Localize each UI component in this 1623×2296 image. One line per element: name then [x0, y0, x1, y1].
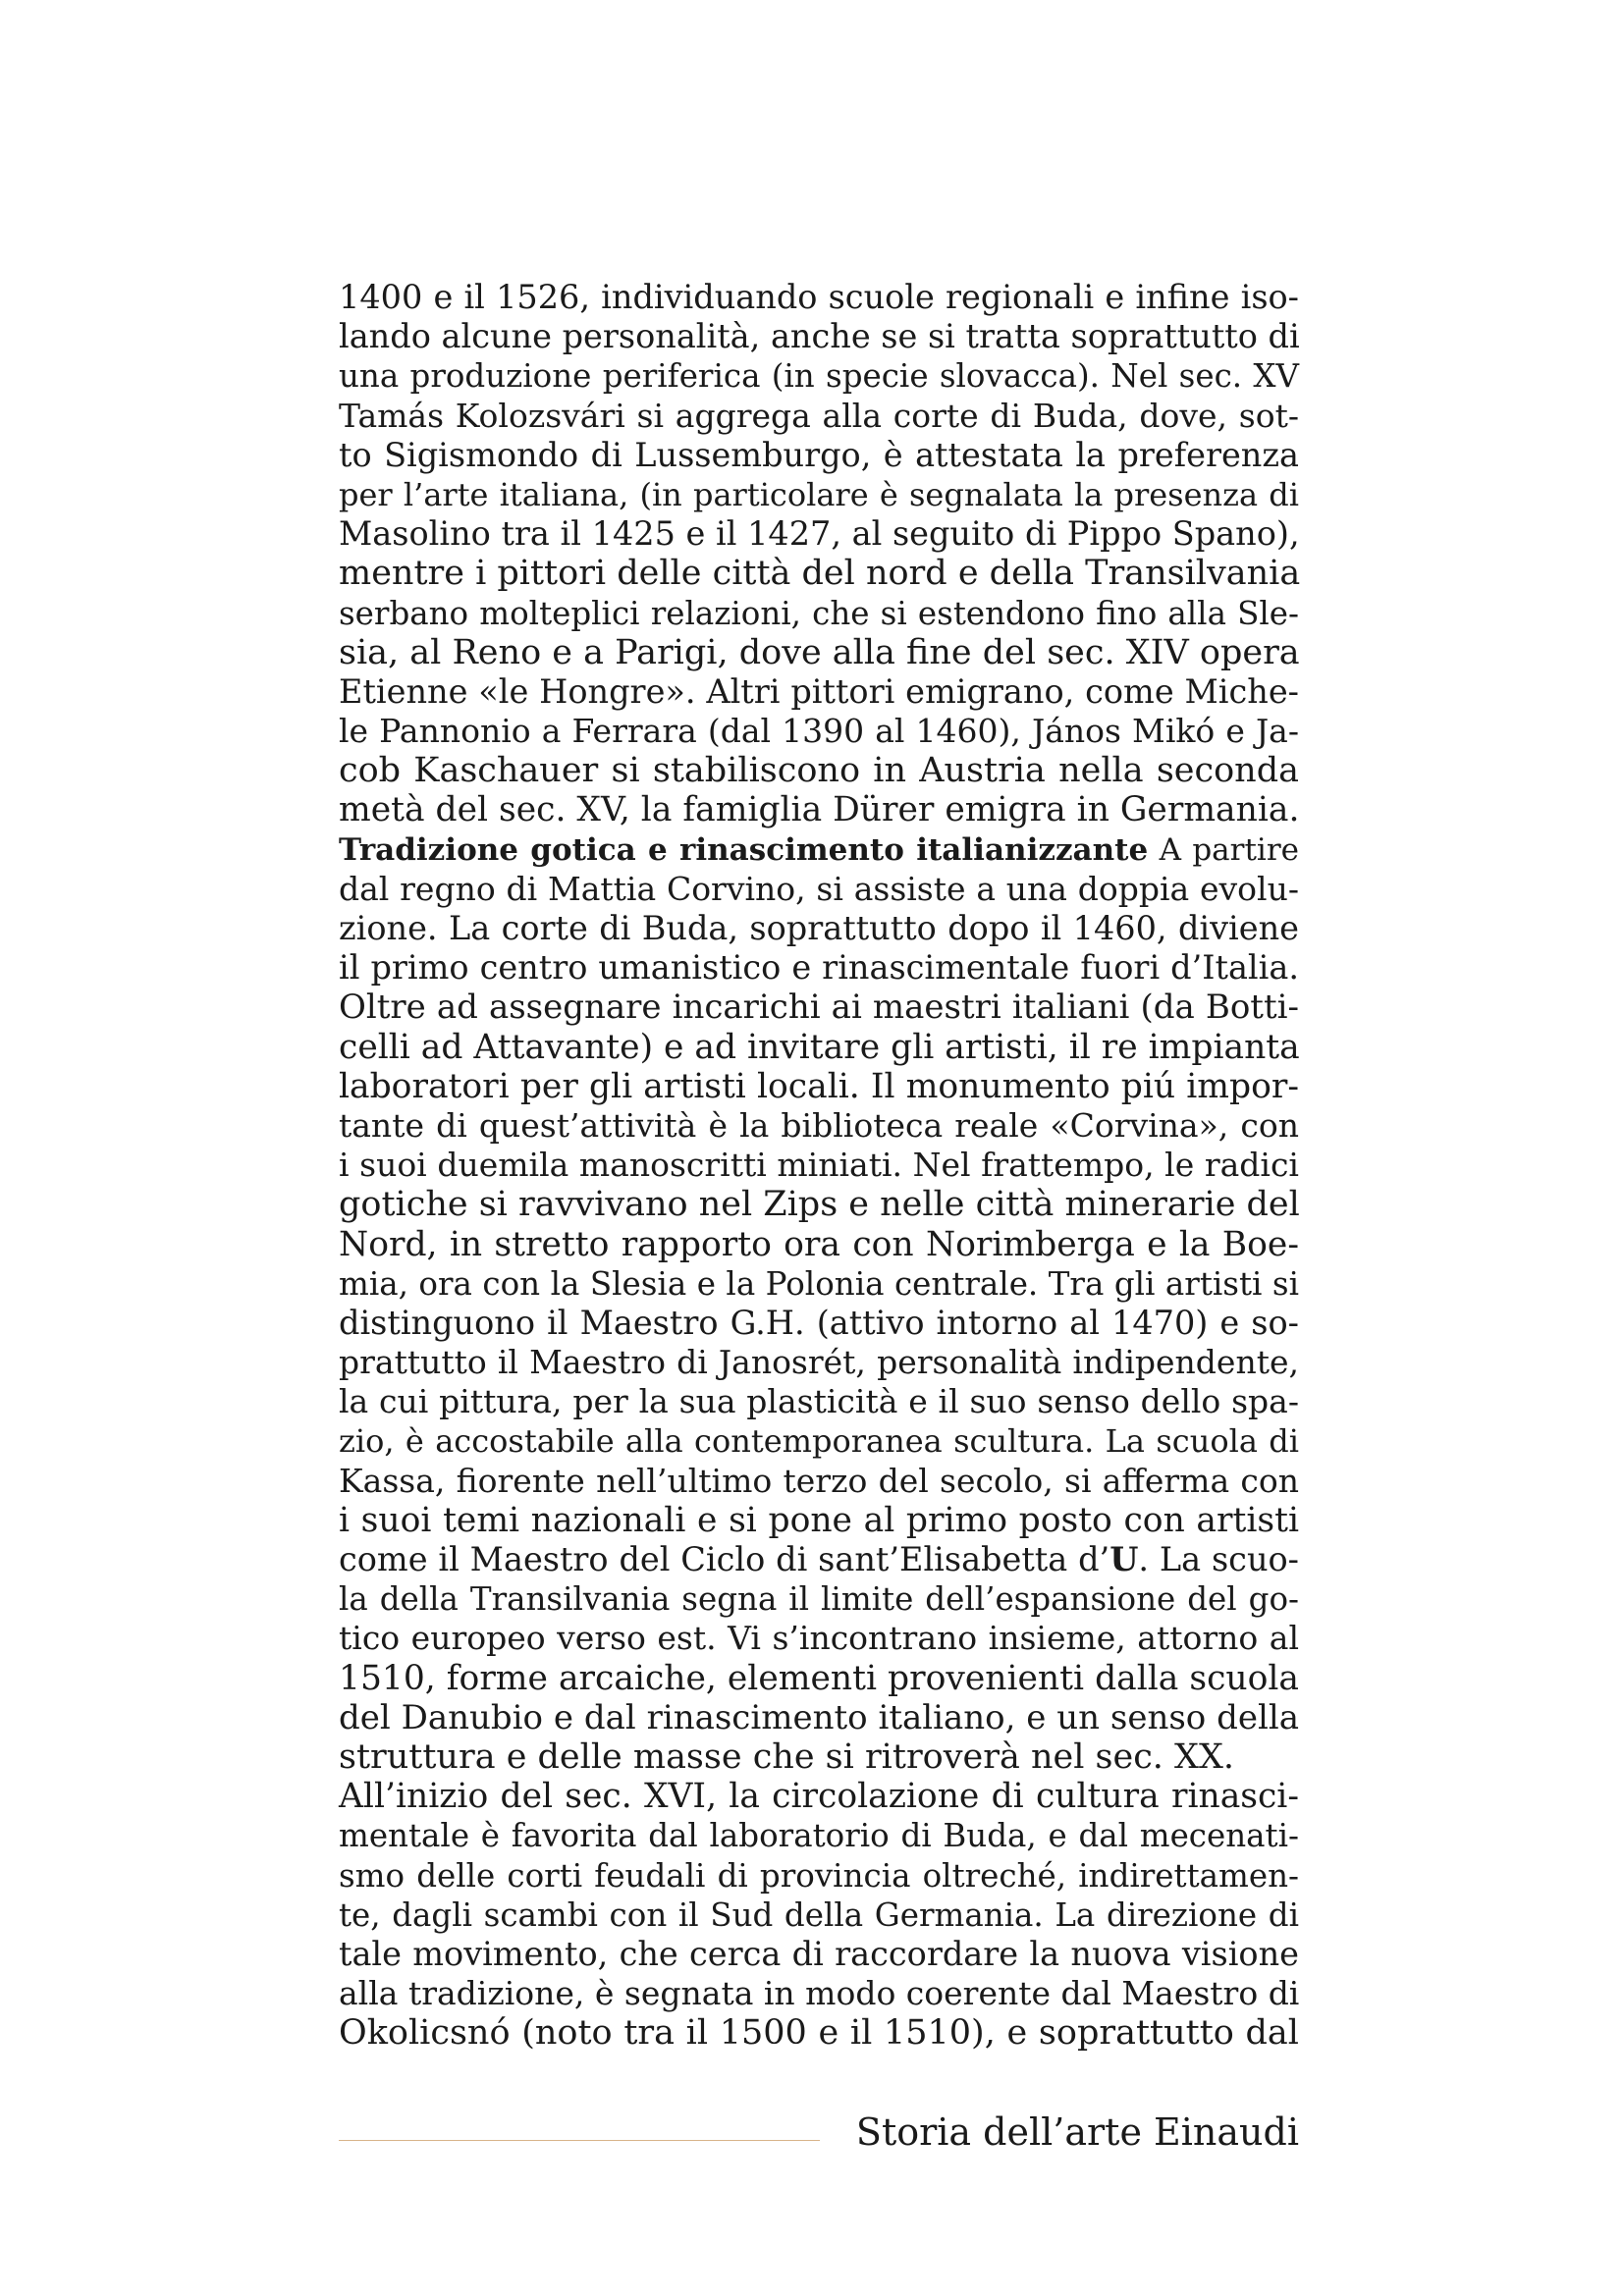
- text-line: [339, 1264, 1299, 1304]
- line-text: Tamás Kolozsvári si aggrega alla corte di Buda, dove, sot-: [339, 396, 1299, 435]
- line-text: te, dagli scambi con il Sud della Germania. La direzione di: [339, 1896, 1299, 1934]
- text-line: [339, 1737, 1299, 1777]
- text-line: [339, 554, 1299, 593]
- line-text: alla tradizione, è segnata in modo coerente dal Maestro di: [339, 1974, 1300, 2013]
- line-text: laboratori per gli artisti locali. Il monumento piú impor-: [339, 1066, 1299, 1106]
- line-text: celli ad Attavante) e ad invitare gli artisti, il re impianta: [339, 1027, 1300, 1067]
- section-heading: Tradizione gotica e rinascimento italianizzante: [339, 831, 1149, 868]
- text-line: [339, 1501, 1299, 1540]
- text-line: [339, 1974, 1299, 2013]
- line-text: 1510, forme arcaiche, elementi provenienti dalla scuola: [339, 1658, 1299, 1698]
- text-line: [339, 475, 1299, 514]
- line-text: tale movimento, che cerca di raccordare la nuova visione: [339, 1934, 1299, 1973]
- line-text: Nord, in stretto rapporto ora con Norimberga e la Boe-: [339, 1224, 1299, 1264]
- text-line: [339, 1579, 1299, 1619]
- line-text: mentale è favorita dal laboratorio di Buda, e dal mecenati-: [339, 1817, 1299, 1855]
- line-text: i suoi duemila manoscritti miniati. Nel frattempo, le radici: [339, 1146, 1299, 1185]
- line-text: serbano molteplici relazioni, che si estendono fino alla Sle-: [339, 594, 1299, 632]
- body-text: [339, 278, 1299, 2053]
- bold-initial: U: [1109, 1540, 1139, 1578]
- text-line: [339, 988, 1299, 1027]
- text-line: [339, 514, 1299, 554]
- text-line: [339, 1659, 1299, 1698]
- text-line: [339, 1421, 1299, 1461]
- text-line: [339, 1462, 1299, 1501]
- line-text: Okolicsnó (noto tra il 1500 e il 1510), e soprattutto dal: [339, 2013, 1299, 2054]
- text-line: [339, 1382, 1299, 1421]
- text-line: [339, 594, 1299, 633]
- text-line: [339, 712, 1299, 751]
- line-text: Kassa, fiorente nell’ultimo terzo del secolo, si afferma con: [339, 1461, 1299, 1500]
- text-line: [339, 1619, 1299, 1658]
- line-text: cob Kaschauer si stabiliscono in Austria nella seconda: [339, 751, 1299, 791]
- page-footer: [339, 2110, 1299, 2160]
- text-line: [339, 1185, 1299, 1224]
- text-line: [339, 317, 1299, 356]
- text-line: [339, 790, 1299, 829]
- text-line: [339, 1935, 1299, 1974]
- line-text: All’inizio del sec. XVI, la circolazione di cultura rinasci-: [339, 1777, 1299, 1817]
- line-text: . La scuo-: [1138, 1540, 1300, 1578]
- line-text: il primo centro umanistico e rinascimentale fuori d’Italia.: [339, 948, 1299, 988]
- text-line: [339, 278, 1299, 317]
- line-text: per l’arte italiana, (in particolare è segnalata la presenza di: [339, 475, 1299, 513]
- line-text: smo delle corti feudali di provincia oltreché, indirettamen-: [339, 1856, 1299, 1895]
- text-line: [339, 1067, 1299, 1106]
- text-line: [339, 1106, 1299, 1146]
- line-text: tante di quest’attività è la biblioteca reale «Corvina», con: [339, 1105, 1299, 1145]
- line-text: del Danubio e dal rinascimento italiano, e un senso della: [339, 1697, 1299, 1737]
- text-line: [339, 830, 1299, 870]
- line-text: metà del sec. XV, la famiglia Dürer emigra in Germania.: [339, 790, 1300, 830]
- line-text: Etienne «le Hongre». Altri pittori emigrano, come Miche-: [339, 671, 1299, 711]
- line-text: Masolino tra il 1425 e il 1427, al seguito di Pippo Spano),: [339, 514, 1300, 554]
- footer-title: Storia dell’arte Einaudi: [855, 2110, 1299, 2154]
- text-line: [339, 1896, 1299, 1935]
- line-text: A partire: [1148, 831, 1299, 868]
- text-line: [339, 1816, 1299, 1855]
- line-text: distinguono il Maestro G.H. (attivo intorno al 1470) e so-: [339, 1303, 1299, 1342]
- line-text: tico europeo verso est. Vi s’incontrano insieme, attorno al: [339, 1619, 1299, 1658]
- text-line: [339, 1777, 1299, 1816]
- text-line: [339, 751, 1299, 790]
- line-text: i suoi temi nazionali e si pone al primo posto con artisti: [339, 1500, 1299, 1540]
- text-line: [339, 1225, 1299, 1264]
- line-text: dal regno di Mattia Corvino, si assiste a una doppia evolu-: [339, 869, 1299, 908]
- line-text: mia, ora con la Slesia e la Polonia centrale. Tra gli artisti si: [339, 1264, 1299, 1303]
- line-text: to Sigismondo di Lussemburgo, è attestata la preferenza: [339, 435, 1299, 474]
- text-line: [339, 1146, 1299, 1185]
- text-line: [339, 1343, 1299, 1382]
- text-line: [339, 633, 1299, 672]
- line-text: zione. La corte di Buda, soprattutto dopo il 1460, diviene: [339, 909, 1299, 947]
- footer-rule: [339, 2140, 820, 2141]
- line-text: la della Transilvania segna il limite dell’espansione del go-: [339, 1580, 1299, 1619]
- line-text: 1400 e il 1526, individuando scuole regionali e infine iso-: [339, 278, 1299, 316]
- line-text: come il Maestro del Ciclo di sant’Elisabetta d’: [339, 1540, 1110, 1578]
- line-text: struttura e delle masse che si ritroverà nel sec. XX.: [339, 1736, 1235, 1777]
- line-text: mentre i pittori delle città del nord e della Transilvania: [339, 554, 1301, 594]
- text-line: [339, 356, 1299, 396]
- line-text: la cui pittura, per la sua plasticità e il suo senso dello spa-: [339, 1382, 1299, 1421]
- text-line: [339, 1304, 1299, 1343]
- line-text: lando alcune personalità, anche se si tratta soprattutto di: [339, 317, 1300, 356]
- line-text: una produzione periferica (in specie slovacca). Nel sec. XV: [339, 357, 1299, 396]
- line-text: sia, al Reno e a Parigi, dove alla fine del sec. XIV opera: [339, 632, 1300, 672]
- text-line: [339, 1028, 1299, 1067]
- text-line: [339, 397, 1299, 436]
- text-line: [339, 2013, 1299, 2053]
- line-text: le Pannonio a Ferrara (dal 1390 al 1460), János Mikó e Ja-: [339, 712, 1299, 751]
- text-line: [339, 1856, 1299, 1896]
- text-line: [339, 909, 1299, 948]
- line-text: Oltre ad assegnare incarichi ai maestri italiani (da Botti-: [339, 988, 1299, 1028]
- text-line: [339, 1698, 1299, 1737]
- text-line: [339, 1540, 1299, 1579]
- line-text: prattutto il Maestro di Janosrét, personalità indipendente,: [339, 1343, 1299, 1382]
- text-line: [339, 948, 1299, 988]
- text-line: [339, 436, 1299, 475]
- line-text: gotiche si ravvivano nel Zips e nelle città minerarie del: [339, 1185, 1300, 1225]
- line-text: zio, è accostabile alla contemporanea scultura. La scuola di: [339, 1422, 1299, 1461]
- text-line: [339, 672, 1299, 712]
- text-line: [339, 870, 1299, 909]
